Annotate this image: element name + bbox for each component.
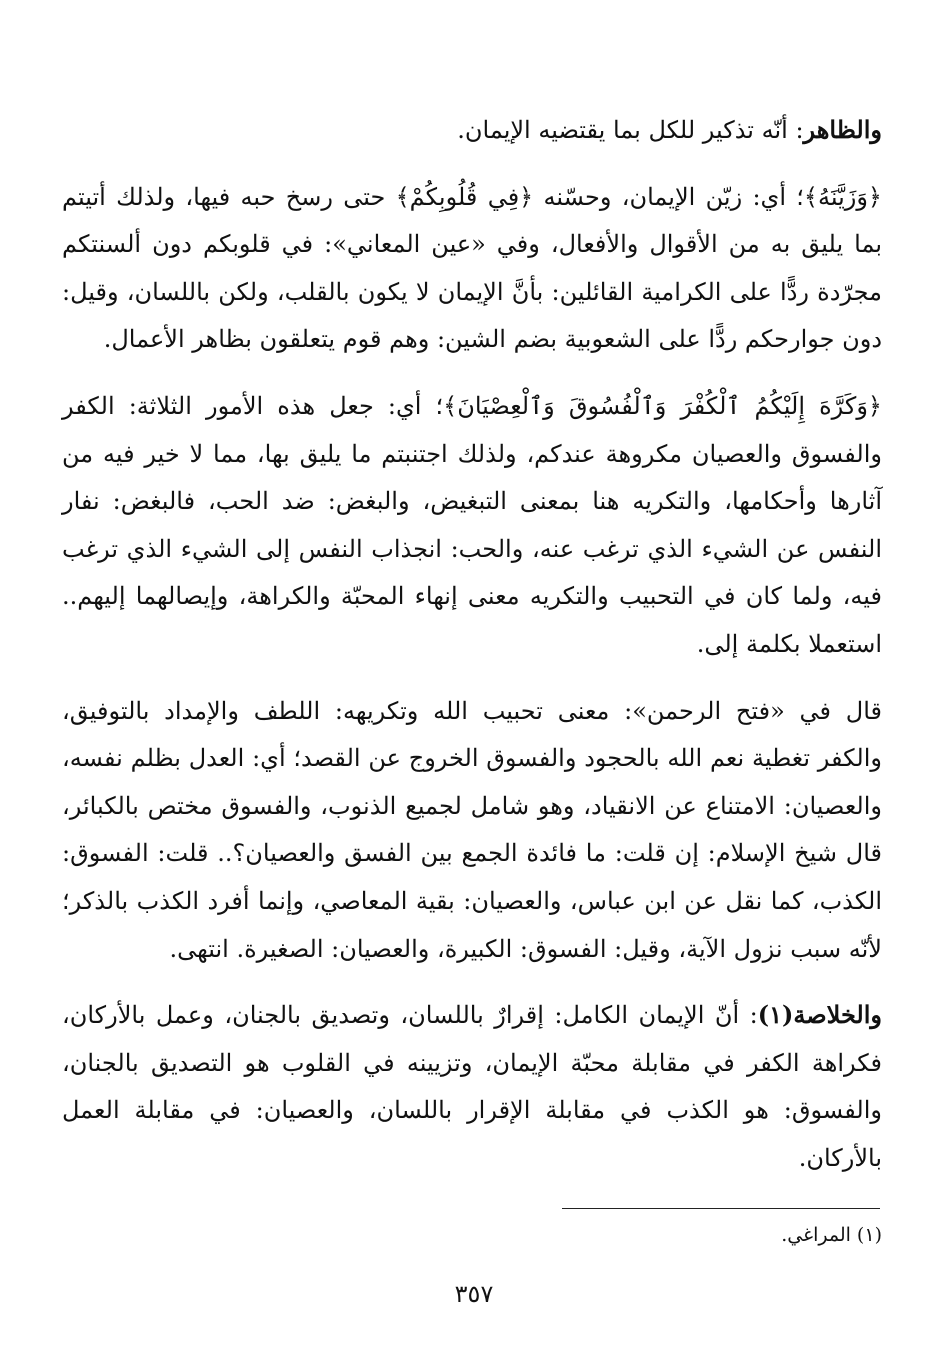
footnote-divider: [562, 1208, 880, 1209]
page-number: ٣٥٧: [454, 1280, 494, 1308]
paragraph-1-text: : أنّه تذكير للكل بما يقتضيه الإيمان.: [457, 116, 804, 144]
paragraph-2-text: ﴿وَزَيَّنَهُ﴾؛ أي: زيّن الإيمان، وحسّنه ﴿فِي قُلُوبِكُمْ﴾ حتى رسخ حبه فيها، ولذلك أتيتم بما يليق به من الأقوال والأفعال، وفي «عين المعاني»: في قلوبكم دون ألسنتكم مجرّدة ردًّا على الكرامية القائلين: بأنَّ الإيمان لا يكون بالقلب، ولكن باللسان، وقيل: دون جوارحكم ردًّا على الشعوبية بضم الشين: وهم قوم يتعلقون بظاهر الأعمال.: [62, 182, 882, 354]
page-body: [62, 106, 882, 1200]
footnote: (١) المراغي.: [781, 1224, 882, 1246]
paragraph-4: [62, 687, 882, 974]
paragraph-4-text: قال في «فتح الرحمن»: معنى تحبيب الله وتكريهه: اللطف والإمداد بالتوفيق، والكفر تغطية نعم الله بالحجود والفسوق الخروج عن القصد؛ أي: العدل بظلم نفسه، والعصيان: الامتناع عن الانقياد، وهو شامل لجميع الذنوب، والفسوق مختص بالكبائر، قال شيخ الإسلام: إن قلت: ما فائدة الجمع بين الفسق والعصيان؟.. قلت: الفسوق: الكذب، كما نقل عن ابن عباس، والعصيان: بقية المعاصي، وإنما أفرد الكذب بالذكر؛ لأنّه سبب نزول الآية، وقيل: الفسوق: الكبيرة، والعصيان: الصغيرة. انتهى.: [62, 696, 882, 963]
paragraph-5-text: : أنّ الإيمان الكامل: إقرارٌ باللسان، وتصديق بالجنان، وعمل بالأركان، فكراهة الكفر في مقابلة محبّة الإيمان، وتزيينه في القلوب هو التصديق بالجنان، والفسوق: هو الكذب في مقابلة الإقرار باللسان، والعصيان: في مقابلة العمل بالأركان.: [62, 1001, 882, 1172]
paragraph-3: [62, 382, 882, 669]
paragraph-5: [62, 991, 882, 1182]
paragraph-1: [62, 106, 882, 155]
paragraph-2: [62, 173, 882, 364]
paragraph-5-lead: والخلاصة(١): [757, 1000, 882, 1030]
paragraph-1-lead: والظاهر: [803, 115, 882, 144]
paragraph-3-text: ﴿وَكَرَّهَ إِلَيْكُمُ ٱلْكُفْرَ وَٱلْفُسُوقَ وَٱلْعِصْيَانَ﴾؛ أي: جعل هذه الأمور الثلاثة: الكفر والفسوق والعصيان مكروهة عندكم، ولذلك اجتنبتم ما يليق بها، مما لا خير فيه من آثارها وأحكامها، والتكريه هنا بمعنى التبغيض، والبغض: ضد الحب، فالبغض: نفار النفس عن الشيء الذي ترغب عنه، والحب: انجذاب النفس إلى الشيء الذي ترغب فيه، ولما كان في التحبيب والتكريه معنى إنهاء المحبّة والكراهة، وإيصالهما إليهم.. استعملا بكلمة إلى.: [62, 391, 882, 658]
